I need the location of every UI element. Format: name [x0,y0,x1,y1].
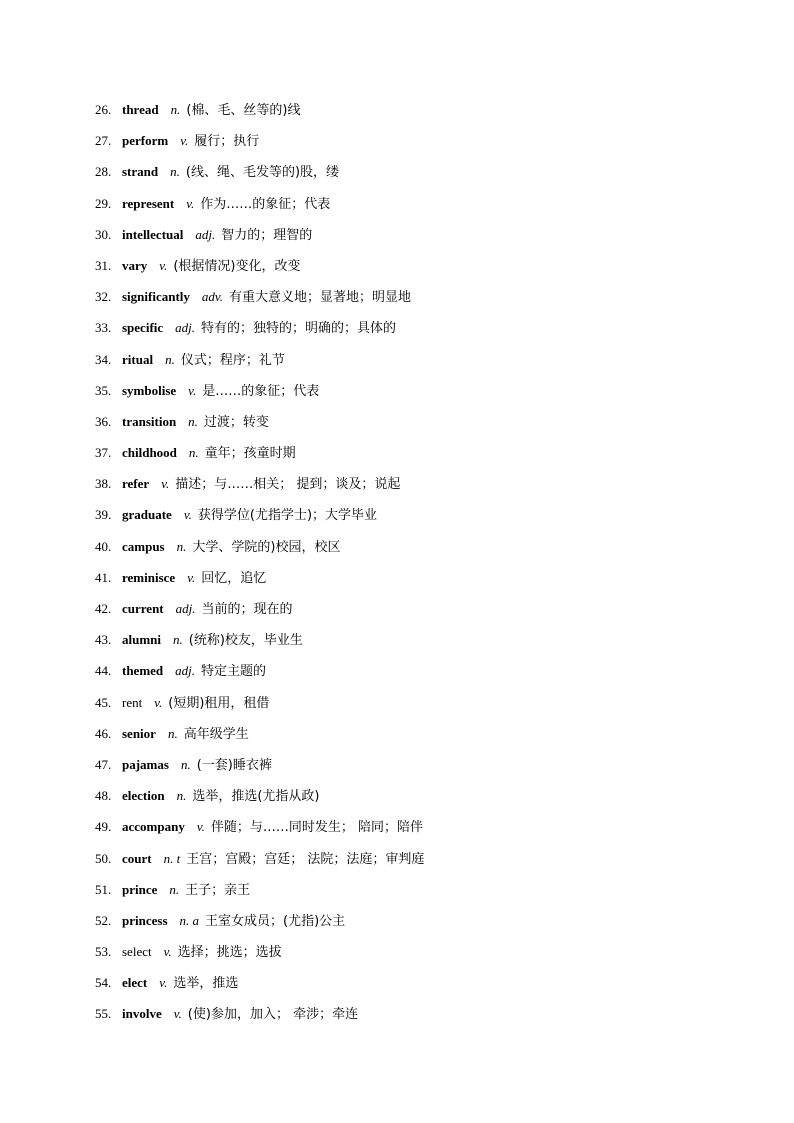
entry-definition: 作为……的象征；代表 [200,196,331,212]
entry-definition: 是……的象征；代表 [202,383,320,399]
entry-definition: (棉、毛、丝等的)线 [186,103,301,118]
entry-part-of-speech: adj. [175,601,196,616]
entry-word: represent [122,195,175,211]
entry-number: 51. [95,881,112,897]
entry-part-of-speech: adj. [195,226,216,242]
entry-word: transition [122,413,177,429]
entry-definition: 童年；孩童时期 [204,446,296,462]
entry-number: 29. [95,195,112,211]
entry-number: 38. [95,476,112,492]
entry-definition: (使)参加，加入； 牵涉；牵连 [187,1007,359,1023]
entry-word: graduate [122,507,172,523]
entry-word: senior [122,725,156,741]
entry-word: symbolise [122,382,177,398]
entry-number: 43. [95,632,112,648]
entry-number: 46. [95,725,112,741]
entry-number: 27. [95,133,112,149]
entry-number: 33. [95,320,112,336]
entry-word: rent [122,694,143,710]
entry-definition: 选择；挑选；选拔 [177,945,282,961]
vocab-entry [95,473,424,504]
vocab-entry [95,130,424,161]
entry-part-of-speech: n. [169,881,180,897]
entry-number: 44. [95,663,112,679]
vocab-entry [95,286,424,317]
vocab-entry [95,910,424,941]
entry-definition: 回忆，追忆 [201,570,267,586]
vocab-entry [95,848,424,879]
entry-word: pajamas [122,756,169,772]
entry-definition: 获得学位(尤指学士)；大学毕业 [197,508,378,524]
entry-word: vary [122,257,148,273]
vocab-entry [95,816,424,847]
entry-part-of-speech: v. [163,944,172,960]
entry-definition: (线、绳、毛发等的)股，缕 [185,165,340,181]
entry-number: 35. [95,382,112,398]
entry-word: princess [122,912,168,928]
entry-number: 31. [95,257,112,273]
vocabulary-list [95,99,424,1035]
entry-word: elect [122,975,148,991]
vocab-entry [95,255,424,286]
entry-number: 48. [95,788,112,804]
entry-part-of-speech: v. [173,1006,182,1022]
entry-definition: 伴随；与……同时发生； 陪同；陪伴 [210,820,424,836]
entry-word: specific [122,320,164,336]
entry-part-of-speech: v. [159,257,168,273]
entry-word: select [122,944,152,960]
vocab-entry [95,504,424,535]
entry-number: 30. [95,226,112,242]
entry-part-of-speech: v. [180,133,189,149]
entry-definition: 特定主题的 [201,664,267,680]
entry-number: 36. [95,413,112,429]
entry-number: 49. [95,819,112,835]
entry-number: 55. [95,1006,112,1022]
entry-word: reminisce [122,569,176,585]
entry-part-of-speech: n. [180,756,191,772]
entry-part-of-speech: n. [188,445,199,461]
entry-definition: 特有的；独特的；明确的；具体的 [201,321,397,337]
entry-part-of-speech: n. [170,164,180,180]
entry-part-of-speech: adj. [175,663,196,679]
entry-number: 41. [95,569,112,585]
entry-number: 54. [95,975,112,991]
vocab-entry [95,99,424,130]
entry-definition: (一套)睡衣裤 [196,757,272,773]
vocab-entry [95,380,424,411]
entry-part-of-speech: n. [188,413,198,429]
vocab-entry [95,941,424,972]
vocab-entry [95,411,424,442]
vocab-entry [95,754,424,785]
entry-word: themed [122,663,164,679]
entry-word: perform [122,133,169,149]
entry-definition: 描述；与……相关； 提到；谈及；说起 [175,477,401,493]
entry-word: thread [122,102,159,117]
vocab-entry [95,723,424,754]
vocab-entry [95,629,424,660]
entry-word: campus [122,538,165,554]
entry-definition: 过渡；转变 [203,414,269,430]
vocab-entry [95,317,424,348]
entry-number: 47. [95,756,112,772]
entry-definition: 仪式；程序；礼节 [180,352,285,368]
entry-definition: 智力的；理智的 [221,227,313,243]
vocab-entry [95,536,424,567]
vocab-entry [95,224,424,255]
entry-part-of-speech: v. [154,694,163,710]
entry-part-of-speech: n. [176,538,187,554]
vocab-entry [95,660,424,691]
entry-part-of-speech: n. [165,351,175,367]
entry-word: accompany [122,819,185,835]
vocab-entry [95,161,424,192]
entry-word: current [122,601,164,616]
entry-word: alumni [122,632,162,648]
entry-number: 45. [95,694,112,710]
entry-definition: 履行；执行 [194,134,260,150]
entry-definition: 选举，推选(尤指从政) [192,789,320,805]
entry-part-of-speech: v. [196,819,205,835]
entry-definition: 选举，推选 [173,976,239,992]
entry-part-of-speech: v. [187,569,196,585]
entry-definition: 高年级学生 [183,726,249,742]
entry-part-of-speech: v. [159,975,168,991]
entry-part-of-speech: n. a [179,912,199,928]
vocab-entry [95,879,424,910]
vocab-entry [95,972,424,1003]
entry-number: 34. [95,351,112,367]
entry-definition: (短期)租用，租借 [168,695,270,711]
entry-part-of-speech: v. [183,507,192,523]
entry-part-of-speech: n. [170,102,181,117]
entry-word: prince [122,881,158,897]
entry-part-of-speech: v. [186,195,195,211]
entry-number: 26. [95,102,112,117]
entry-part-of-speech: n. [167,725,178,741]
entry-definition: 大学、学院的)校园，校区 [192,539,341,555]
entry-word: childhood [122,445,177,461]
entry-word: involve [122,1006,162,1022]
entry-word: court [122,850,152,866]
vocab-entry [95,785,424,816]
vocab-entry [95,1003,424,1034]
vocab-entry [95,567,424,598]
entry-definition: 王子；亲王 [185,882,251,898]
entry-part-of-speech: n. [173,632,183,648]
entry-definition: 王宫；宫殿；宫廷； 法院；法庭；审判庭 [186,851,425,867]
entry-part-of-speech: v. [188,382,197,398]
entry-word: ritual [122,351,154,367]
entry-definition: (统称)校友，毕业生 [188,633,303,649]
entry-word: significantly [122,289,190,305]
vocab-entry [95,349,424,380]
entry-definition: (根据情况)变化，改变 [173,258,301,274]
entry-word: election [122,788,165,804]
entry-word: intellectual [122,226,184,242]
entry-definition: 王室女成员；(尤指)公主 [205,913,346,929]
vocab-entry [95,193,424,224]
entry-part-of-speech: adv. [201,289,223,305]
entry-part-of-speech: n. [176,788,187,804]
vocab-entry [95,442,424,473]
entry-number: 40. [95,538,112,554]
entry-number: 39. [95,507,112,523]
entry-definition: 有重大意义地；显著地；明显地 [228,290,411,306]
entry-definition: 当前的；现在的 [201,602,293,617]
entry-number: 52. [95,912,112,928]
entry-number: 50. [95,850,112,866]
entry-word: strand [122,164,159,180]
entry-number: 53. [95,944,112,960]
entry-number: 42. [95,601,112,616]
vocab-entry [95,598,424,629]
entry-number: 32. [95,289,112,305]
entry-part-of-speech: v. [161,476,170,492]
entry-number: 28. [95,164,112,180]
entry-word: refer [122,476,150,492]
entry-number: 37. [95,445,112,461]
vocab-entry [95,692,424,723]
entry-part-of-speech: n. t [163,850,181,866]
entry-part-of-speech: adj. [175,320,196,336]
